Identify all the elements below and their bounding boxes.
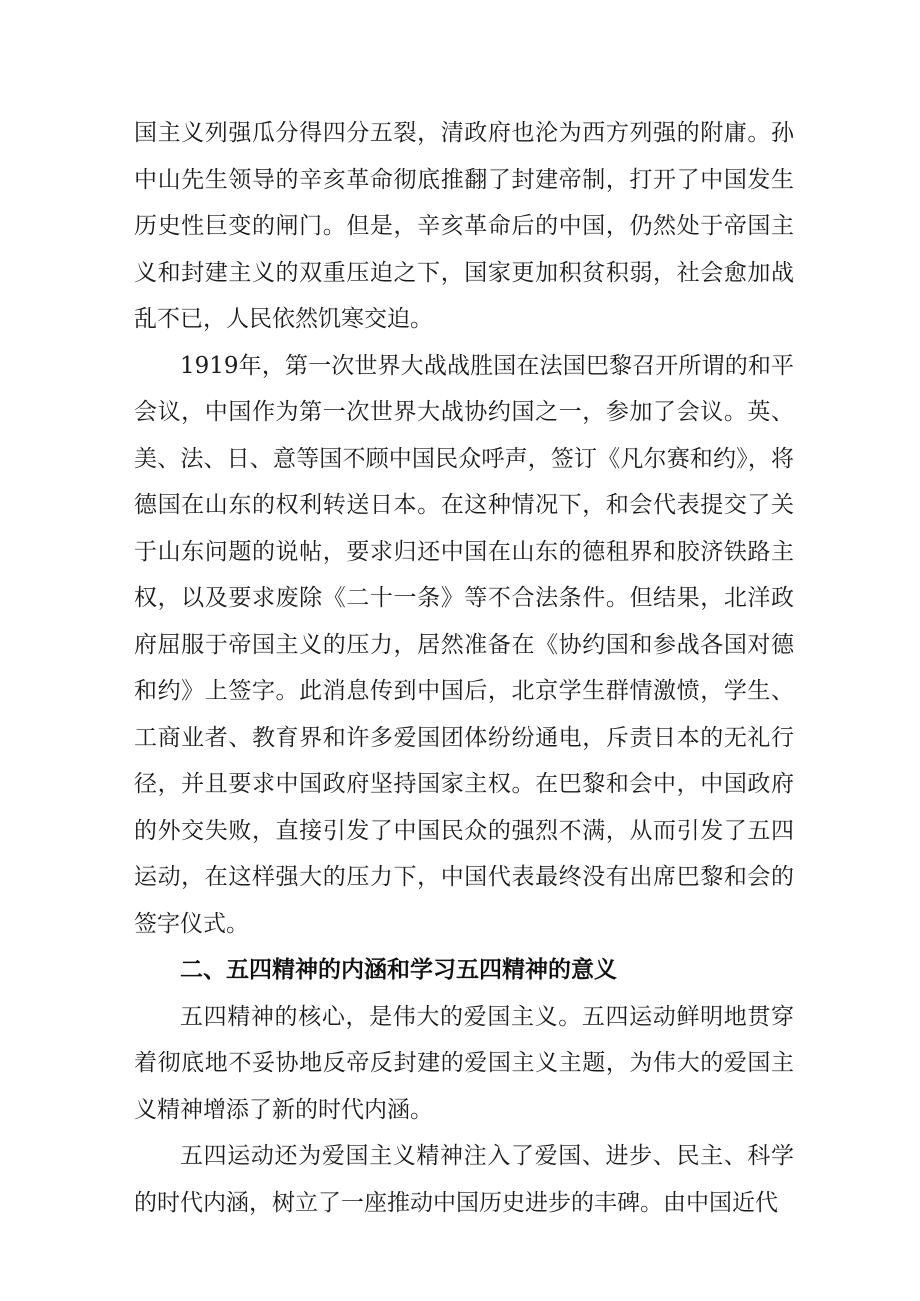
document-body	[134, 110, 794, 1226]
paragraph-continuation: 国主义列强瓜分得四分五裂，清政府也沦为西方列强的附庸。孙中山先生领导的辛亥革命彻底推翻了封建帝制，打开了中国发生历史性巨变的闸门。但是，辛亥革命后的中国，仍然处于帝国主义和封建主义的双重压迫之下，国家更加积贫积弱，社会愈加战乱不已，人民依然饥寒交迫。	[134, 120, 794, 332]
paragraph-may-fourth-connotation: 五四运动还为爱国主义精神注入了爱国、进步、民主、科学的时代内涵，树立了一座推动中国历史进步的丰碑。由中国近代	[134, 1143, 794, 1216]
paragraph-may-fourth-core: 五四精神的核心，是伟大的爱国主义。五四运动鲜明地贯穿着彻底地不妥协地反帝反封建的爱国主义主题，为伟大的爱国主义精神增添了新的时代内涵。	[134, 1003, 794, 1123]
section-heading: 二、五四精神的内涵和学习五四精神的意义	[180, 957, 617, 983]
paragraph-paris-peace-conference: 1919年，第一次世界大战战胜国在法国巴黎召开所谓的和平会议，中国作为第一次世界大战协约国之一，参加了会议。英、美、法、日、意等国不顾中国民众呼声，签订《凡尔赛和约》，将德国在山东的权利转送日本。在这种情况下，和会代表提交了关于山东问题的说帖，要求归还中国在山东的德租界和胶济铁路主权，以及要求废除《二十一条》等不合法条件。但结果，北洋政府屈服于帝国主义的压力，居然准备在《协约国和参战各国对德和约》上签字。此消息传到中国后，北京学生群情激愤，学生、工商业者、教育界和许多爱国团体纷纷通电，斥责日本的无礼行径，并且要求中国政府坚持国家主权。在巴黎和会中，中国政府的外交失败，直接引发了中国民众的强烈不满，从而引发了五四运动，在这样强大的压力下，中国代表最终没有出席巴黎和会的签字仪式。	[134, 352, 794, 937]
